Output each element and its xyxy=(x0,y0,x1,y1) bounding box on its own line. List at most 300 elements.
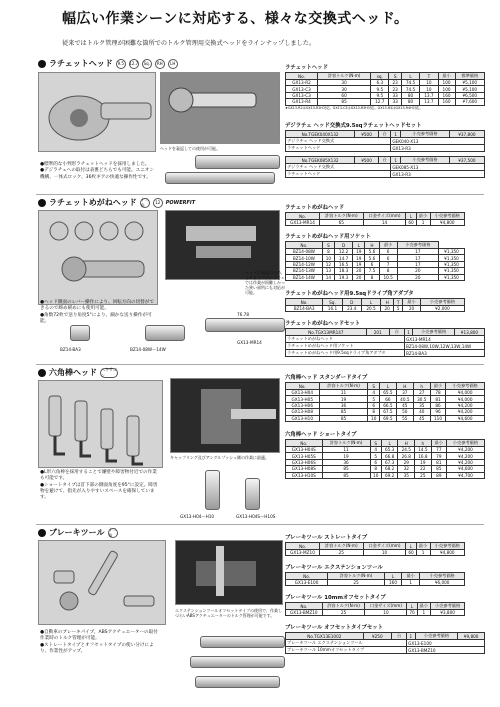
table-cell: 10 xyxy=(370,472,381,478)
table-row xyxy=(286,274,465,280)
table-cell: GX13-H04 xyxy=(286,390,320,396)
table-cell: 36 xyxy=(322,459,370,465)
brake-straight-caption: ブレーキツール ストレートタイプ xyxy=(285,535,368,541)
table-header-cell: 小売参考価格 xyxy=(401,131,450,138)
table-cell: GX13-MZ10 xyxy=(286,550,320,556)
table-cell: ラチェットヘッド xyxy=(286,171,391,178)
table-row xyxy=(286,550,465,556)
table-cell: 13.7 xyxy=(420,92,438,98)
socket-table xyxy=(285,241,465,281)
table-header-cell: 小売参考価格 xyxy=(431,603,465,610)
table-row xyxy=(286,164,485,171)
table-cell: 4 xyxy=(370,447,381,453)
table-cell: 16.5 xyxy=(335,261,353,267)
table-cell: ¥4,200 xyxy=(447,459,485,465)
ring-table-caption: ラチェットめがねヘッド xyxy=(285,205,345,211)
badge-icon: 12.7 xyxy=(129,59,139,69)
table-cell: 19 xyxy=(415,459,432,465)
table-header-cell: No.TGX13MR147 xyxy=(286,329,367,336)
table-header-cell: No. xyxy=(286,73,318,80)
table-cell: 33 xyxy=(389,92,401,98)
table-header-cell: 口金サイズ(mm) xyxy=(363,543,406,550)
table-header-cell: 201 xyxy=(366,329,389,336)
hex-std-table xyxy=(285,382,485,422)
section-title-brake: ブレーキツール 十二角 xyxy=(38,527,118,538)
table-header-cell: 最小 xyxy=(403,299,421,306)
table-cell: ¥7,600 xyxy=(455,99,484,105)
table-cell: ¥4,800 xyxy=(430,550,464,556)
table-cell: 12.2 xyxy=(335,249,353,255)
table-cell: 23 xyxy=(389,80,401,86)
table-cell: 6 xyxy=(368,402,379,408)
table-cell: 20 xyxy=(381,306,394,312)
brake-set-table xyxy=(285,632,485,654)
table-cell: ¥1,350 xyxy=(439,268,465,274)
table-header-cell: 小売参考価格 xyxy=(413,329,455,336)
table-header-cell: L xyxy=(353,242,365,249)
table-cell: 66.5 xyxy=(379,402,396,408)
table-cell: ¥4,200 xyxy=(447,447,485,453)
table-cell: 1 xyxy=(402,580,420,586)
table-cell: BZ14-10W xyxy=(286,255,323,261)
table-header-cell: 許容トルク(N·m) xyxy=(320,213,364,220)
table-row xyxy=(286,415,485,421)
table-cell: 13.7 xyxy=(420,99,438,105)
table-cell: 30.5 xyxy=(413,396,430,402)
table-header-cell: 小売参考価格 xyxy=(401,157,450,164)
table-cell: 100 xyxy=(438,86,455,92)
table-header-cell: L xyxy=(384,573,401,580)
table-header-cell: 台 xyxy=(378,131,390,138)
table-cell: ¥6,000 xyxy=(420,580,465,586)
table-cell: BZ14-BA3 xyxy=(286,306,323,312)
table-cell: 110 xyxy=(430,415,446,421)
table-cell: 30 xyxy=(318,86,371,92)
adapter-table-caption: ラチェットめがねヘッド用9.5sqドライブ角アダプタ xyxy=(285,291,414,297)
table-cell: 30 xyxy=(318,80,371,86)
table-cell: 11 xyxy=(322,447,370,453)
table-cell: 45 xyxy=(396,402,413,408)
table-cell: ラチェットめがねヘッド用ソケット xyxy=(286,343,405,350)
table-cell: 10 xyxy=(322,255,334,261)
hex-head-photo xyxy=(38,380,163,468)
table-cell: 7.5 xyxy=(365,268,379,274)
table-cell: BZ14-14W xyxy=(286,274,323,280)
table-cell: BZ14-12W xyxy=(286,261,323,267)
table-header-cell: 最小 xyxy=(438,73,455,80)
table-cell: 14.5 xyxy=(415,447,432,453)
hex-heads-icon xyxy=(39,381,164,469)
table-cell: 86 xyxy=(430,402,446,408)
ratchet-set1-table xyxy=(285,130,485,152)
table-cell: GX13-R4 xyxy=(286,99,318,105)
brake-offset-table xyxy=(285,602,465,616)
table-cell: 60 xyxy=(406,220,416,226)
table-cell: 65 xyxy=(320,220,364,226)
table-header-cell: 1 xyxy=(407,633,416,640)
table-cell: 55 xyxy=(396,415,413,421)
badge-icon: ヘキサゴン xyxy=(101,366,117,378)
section-title-hex: 六角棒ヘッド ヘキサゴン xyxy=(38,367,118,378)
table-cell: GX13-C3 xyxy=(286,92,318,98)
table-cell: 40 xyxy=(413,409,430,415)
adapter-drawing xyxy=(70,325,90,341)
table-cell: GX13-E100 xyxy=(286,580,328,586)
table-cell: 67.5 xyxy=(379,409,396,415)
adapter-table xyxy=(285,298,465,312)
table-header-cell: 許容トルク(N·m) xyxy=(322,440,370,447)
table-cell: GX13-C3 xyxy=(286,86,318,92)
ratchet-head-drawing xyxy=(195,155,280,169)
table-row xyxy=(286,138,485,145)
label-socket: BZ14-08W〜14W xyxy=(130,347,166,352)
table-cell: ¥4,200 xyxy=(447,453,485,459)
table-cell: 19 xyxy=(353,255,365,261)
table-cell: ¥1,350 xyxy=(439,274,465,280)
table-cell: 100 xyxy=(438,80,455,86)
table-cell: 5 xyxy=(394,306,403,312)
table-cell: ¥4,600 xyxy=(446,415,485,421)
table-cell: 160 xyxy=(438,99,455,105)
table-header-cell: 口金サイズ(mm) xyxy=(363,213,406,220)
ratchet-head-photo xyxy=(38,72,156,152)
table-cell: ラチェットめがねヘッド用9.5sqドライブ角アダプタ xyxy=(286,350,405,357)
brake-straight-drawing xyxy=(195,676,280,688)
table-cell: 45 xyxy=(413,415,430,421)
table-cell: 19.3 xyxy=(335,274,353,280)
table-header-cell: L xyxy=(361,299,380,306)
table-header-cell: S xyxy=(322,242,334,249)
table-cell: 35 xyxy=(398,472,415,478)
table-row xyxy=(286,343,485,350)
table-header-cell: L xyxy=(407,603,417,610)
table-header-cell: ¥37,500 xyxy=(449,157,484,164)
table-cell: 14 xyxy=(363,220,406,226)
brake-offset-caption: ブレーキツール 10mmオフセットタイプ xyxy=(285,595,386,601)
table-header-cell: 許容トルク(N·m) xyxy=(319,543,363,550)
table-cell: デジラチェ ヘッド交換式 xyxy=(286,138,391,145)
table-cell: 74.5 xyxy=(401,80,419,86)
table-cell: 69.5 xyxy=(379,415,396,421)
table-header-cell: 小売参考価格 xyxy=(420,299,464,306)
table-header-cell: No. xyxy=(286,213,320,220)
table-cell: 8 xyxy=(365,274,379,280)
section-title-ring: ラチェットめがねヘッド 十二角 12 POWERFIT xyxy=(38,197,195,208)
table-cell: 85 xyxy=(431,466,446,472)
table-cell: 10 xyxy=(420,86,438,92)
table-cell: GX13-H10S xyxy=(286,472,323,478)
page-subtitle: 従来ではトルク管理が困難な箇所でのトルク管理用交換式ヘッドをラインナップしました。 xyxy=(62,40,316,47)
table-row xyxy=(286,145,485,152)
table-cell: 19 xyxy=(322,453,370,459)
table-cell: 160 xyxy=(438,92,455,98)
table-cell: ¥6,500 xyxy=(455,92,484,98)
table-cell: GX13-H04S xyxy=(286,447,323,453)
table-cell: GEK040-X13 xyxy=(391,138,485,145)
table-header-cell: ¥500 xyxy=(355,131,379,138)
table-cell: 19 xyxy=(319,396,368,402)
table-header-cell: ¥500 xyxy=(355,157,379,164)
table-header-cell: 許容トルク(N·m) xyxy=(319,383,368,390)
table-cell: 96 xyxy=(430,409,446,415)
table-cell: 60 xyxy=(406,550,416,556)
table-cell: 33 xyxy=(389,99,401,105)
ring-set-caption: ラチェットめがねヘッドセット xyxy=(285,321,361,327)
brake-ext-table xyxy=(285,572,465,586)
table-cell: 5 xyxy=(370,453,381,459)
section-divider xyxy=(36,524,484,525)
table-cell: GX13-R3 xyxy=(391,145,485,152)
table-cell: 1 xyxy=(416,550,430,556)
table-cell: 67.3 xyxy=(381,459,398,465)
table-cell: 25 xyxy=(319,550,363,556)
table-cell: ¥4,600 xyxy=(447,466,485,472)
table-cell: GX13-H08S xyxy=(286,466,323,472)
table-cell: 14.7 xyxy=(335,255,353,261)
table-cell: 25 xyxy=(322,610,365,616)
table-header-cell: 最小 xyxy=(431,440,446,447)
table-header-cell: H xyxy=(396,383,413,390)
table-cell: 6 xyxy=(379,249,397,255)
table-header-cell: L xyxy=(401,73,419,80)
table-cell: 79 xyxy=(431,453,446,459)
table-cell: 16.1 xyxy=(323,306,342,312)
table-header-cell: L xyxy=(381,440,398,447)
brake-straight-table xyxy=(285,542,465,556)
table-cell: 10 xyxy=(363,550,406,556)
hex-standard-drawing xyxy=(205,470,220,510)
table-cell: ラチェットめがねヘッド xyxy=(286,336,405,343)
table-cell: 20 xyxy=(397,268,438,274)
table-cell: ¥4,700 xyxy=(447,472,485,478)
table-header-cell: No.TGEK040X132 xyxy=(286,131,355,138)
table-cell: 1 xyxy=(416,220,430,226)
table-cell: GX13-BMZ10 xyxy=(407,647,485,654)
hex-photo-note: キャップリング及びアングルプッシュ側の作業に最適。 xyxy=(170,455,270,460)
table-cell: 6.3 xyxy=(371,80,389,86)
table-cell: 8 xyxy=(379,268,397,274)
table-cell: 7 xyxy=(379,261,397,267)
table-row xyxy=(286,99,485,105)
table-cell: 11 xyxy=(319,390,368,396)
ring-dimension: 76.78 xyxy=(237,312,249,317)
badge-icon: LH xyxy=(168,59,178,69)
table-cell: 81 xyxy=(430,396,446,402)
table-cell: 12 xyxy=(322,261,334,267)
table-cell: ¥5,100 xyxy=(455,86,484,92)
table-header-cell: D xyxy=(335,242,353,249)
table-header-cell: S xyxy=(389,73,401,80)
table-cell: ¥4,000 xyxy=(446,390,485,396)
table-cell: 16.8 xyxy=(415,453,432,459)
table-header-cell: 小売参考価格 xyxy=(430,213,464,220)
table-header-cell: 標準価格 xyxy=(455,73,484,80)
table-cell: GX13-H06S xyxy=(286,459,323,465)
table-cell: 35 xyxy=(413,402,430,408)
table-cell: ¥3,800 xyxy=(431,610,465,616)
hex-usage-icon xyxy=(171,379,281,454)
hex-short-drawing xyxy=(245,478,260,510)
table-cell: 17 xyxy=(397,255,438,261)
table-header-cell: 許容トルク(N·m) xyxy=(322,603,365,610)
table-cell: 8 xyxy=(368,409,379,415)
page-title: 幅広い作業シーンに対応する、様々な交換式ヘッド。 xyxy=(62,11,409,27)
table-cell: GX13-H06 xyxy=(286,402,320,408)
table-cell: 32 xyxy=(398,466,415,472)
table-cell: 17 xyxy=(397,249,438,255)
table-cell: 5.6 xyxy=(365,249,379,255)
table-cell: GX13-H10 xyxy=(286,415,320,421)
table-cell: 77 xyxy=(431,447,446,453)
ratchet-table-caption: ラチェットヘッド xyxy=(285,65,328,71)
table-cell: GEK085-X13 xyxy=(391,164,485,171)
table-row xyxy=(286,220,465,226)
ratchet-table-note: ★GX13-R2はGX13-R2H対応。GX13-C3はGX13-R3H対応。GX13-R4はGX13-R4H対応。 xyxy=(285,106,423,110)
ratchet-usage-photo xyxy=(160,72,280,144)
table-header-cell: 許容トルク(N·m) xyxy=(328,573,385,580)
hex-short-caption: 六角棒ヘッド ショートタイプ xyxy=(285,432,357,438)
label-hex-standard: GX13-H04〜H10 xyxy=(180,514,215,519)
table-cell: 8 xyxy=(370,466,381,472)
table-row xyxy=(286,350,485,357)
table-cell: 85 xyxy=(319,409,368,415)
table-cell: 9.5 xyxy=(371,92,389,98)
table-cell: 20 xyxy=(353,274,365,280)
table-header-cell: 台 xyxy=(378,157,390,164)
table-cell: GX13-BMZ10 xyxy=(286,610,323,616)
table-cell: GX13-H05 xyxy=(286,396,320,402)
table-header-cell: sq. xyxy=(371,73,389,80)
table-cell: 23 xyxy=(389,86,401,92)
bullet-dot-icon xyxy=(38,369,46,377)
table-cell: 89 xyxy=(431,472,446,478)
table-header-cell: D xyxy=(342,299,361,306)
sockets-icon xyxy=(39,211,159,306)
socket-drawing xyxy=(145,325,185,341)
table-header-cell: 小売参考価格 xyxy=(397,242,438,249)
table-cell: 23.4 xyxy=(342,306,361,312)
ring-table xyxy=(285,212,465,226)
table-cell: ¥5,100 xyxy=(455,80,484,86)
table-cell: 5 xyxy=(368,396,379,402)
section-divider xyxy=(36,194,484,195)
table-cell: 60 xyxy=(318,92,371,98)
table-cell: 6 xyxy=(365,261,379,267)
table-cell: 36 xyxy=(319,402,368,408)
table-header-cell: ¥250 xyxy=(363,633,391,640)
ratchet-features: ●標準的な小判形ラチェットヘッドを採用しました。 ●デジラチェへの取付は表裏どちらでも可能。ユニオン機構、一体式ロック、36枚ギアの快適な操作性です。 xyxy=(40,162,154,180)
table-cell: GX13-MR14 xyxy=(286,220,320,226)
table-cell: 68.2 xyxy=(381,466,398,472)
table-header-cell: 小売参考価格 xyxy=(415,633,458,640)
ratchet-wrench-drawing xyxy=(165,172,275,184)
table-header-cell: L xyxy=(406,543,416,550)
brake-offset-drawing xyxy=(190,656,285,668)
table-cell: 20 xyxy=(353,268,365,274)
table-cell: GX13-R2 xyxy=(286,80,318,86)
ratchet-photo-note: ヘッドを裏返しての使用が可能。 xyxy=(160,146,220,151)
badge-icon: 9.5 xyxy=(116,59,126,69)
table-header-cell: ¥37,800 xyxy=(449,131,484,138)
ring-head-drawing xyxy=(205,318,285,332)
table-cell: 26.8 xyxy=(398,453,415,459)
table-cell: 24.5 xyxy=(398,447,415,453)
table-header-cell: No. xyxy=(286,242,323,249)
brake-usage-photo xyxy=(175,540,283,605)
table-header-cell: 最小 xyxy=(416,213,430,220)
badge-icon: Sq. xyxy=(142,59,152,69)
table-cell: GX13-R3 xyxy=(391,171,485,178)
brake-usage-icon xyxy=(176,541,284,606)
brake-tool-icon xyxy=(39,541,167,626)
table-cell: 22 xyxy=(415,466,432,472)
ratchet-table xyxy=(285,72,485,106)
label-hex-short: GX13-H04S〜H10S xyxy=(236,514,276,519)
table-cell: 85 xyxy=(322,466,370,472)
brake-tool-photo xyxy=(38,540,166,625)
table-cell: 10 xyxy=(368,415,379,421)
powerfit-logo: POWERFIT xyxy=(165,199,196,206)
table-cell: 85 xyxy=(319,415,368,421)
table-row xyxy=(286,610,465,616)
table-row xyxy=(286,472,485,478)
table-cell: ¥4,200 xyxy=(446,402,485,408)
badge-icon: 十二角 xyxy=(140,196,149,208)
table-header-cell: 小売参考価格 xyxy=(447,440,485,447)
table-row xyxy=(286,640,485,647)
table-header-cell: 小売参考価格 xyxy=(420,573,465,580)
table-header-cell: 最小 xyxy=(417,603,431,610)
table-header-cell: L xyxy=(406,213,416,220)
table-cell: 17 xyxy=(397,261,438,267)
table-header-cell: No. xyxy=(286,603,323,610)
table-cell: 6 xyxy=(379,255,397,261)
ratchet-head-icon xyxy=(39,73,157,153)
table-cell: 78 xyxy=(430,390,446,396)
table-header-cell: S xyxy=(368,383,379,390)
table-cell: BZ14-08W xyxy=(286,249,323,255)
table-cell: ラチェットヘッド xyxy=(286,145,391,152)
table-cell: 80 xyxy=(401,92,419,98)
table-header-cell: 最小 xyxy=(402,573,420,580)
table-cell: ブレーキツール エクステンションツール xyxy=(286,640,407,647)
table-cell: 70 xyxy=(407,610,417,616)
badge-icon: 十二角 xyxy=(108,526,117,538)
table-cell: 5.6 xyxy=(365,255,379,261)
table-cell: 37 xyxy=(396,390,413,396)
table-cell: 20 xyxy=(403,306,421,312)
table-cell: 65.3 xyxy=(381,447,398,453)
table-header-cell: L xyxy=(379,383,396,390)
table-cell: 10.5 xyxy=(379,274,397,280)
table-header-cell: ¥9,800 xyxy=(458,633,485,640)
brake-photo-note: エクステンションツールオフセットタイプの使用で、作業しづらいABSアクチュエーターのトルク管理が可能です。 xyxy=(175,608,282,618)
table-cell: 160 xyxy=(384,580,401,586)
table-cell: 6 xyxy=(370,459,381,465)
table-cell: 20.5 xyxy=(361,306,380,312)
table-row xyxy=(286,580,465,586)
ratchet-usage-icon xyxy=(161,73,281,145)
table-header-cell: No. xyxy=(286,573,328,580)
page-header xyxy=(0,0,500,58)
table-cell: 85 xyxy=(322,472,370,478)
table-cell: 1 xyxy=(417,610,431,616)
table-header-cell: No. xyxy=(286,383,320,390)
table-cell: 81 xyxy=(431,459,446,465)
table-cell: 74.5 xyxy=(401,86,419,92)
badge-icon: RH xyxy=(155,59,165,69)
table-header-cell: 口金サイズ(mm) xyxy=(365,603,407,610)
